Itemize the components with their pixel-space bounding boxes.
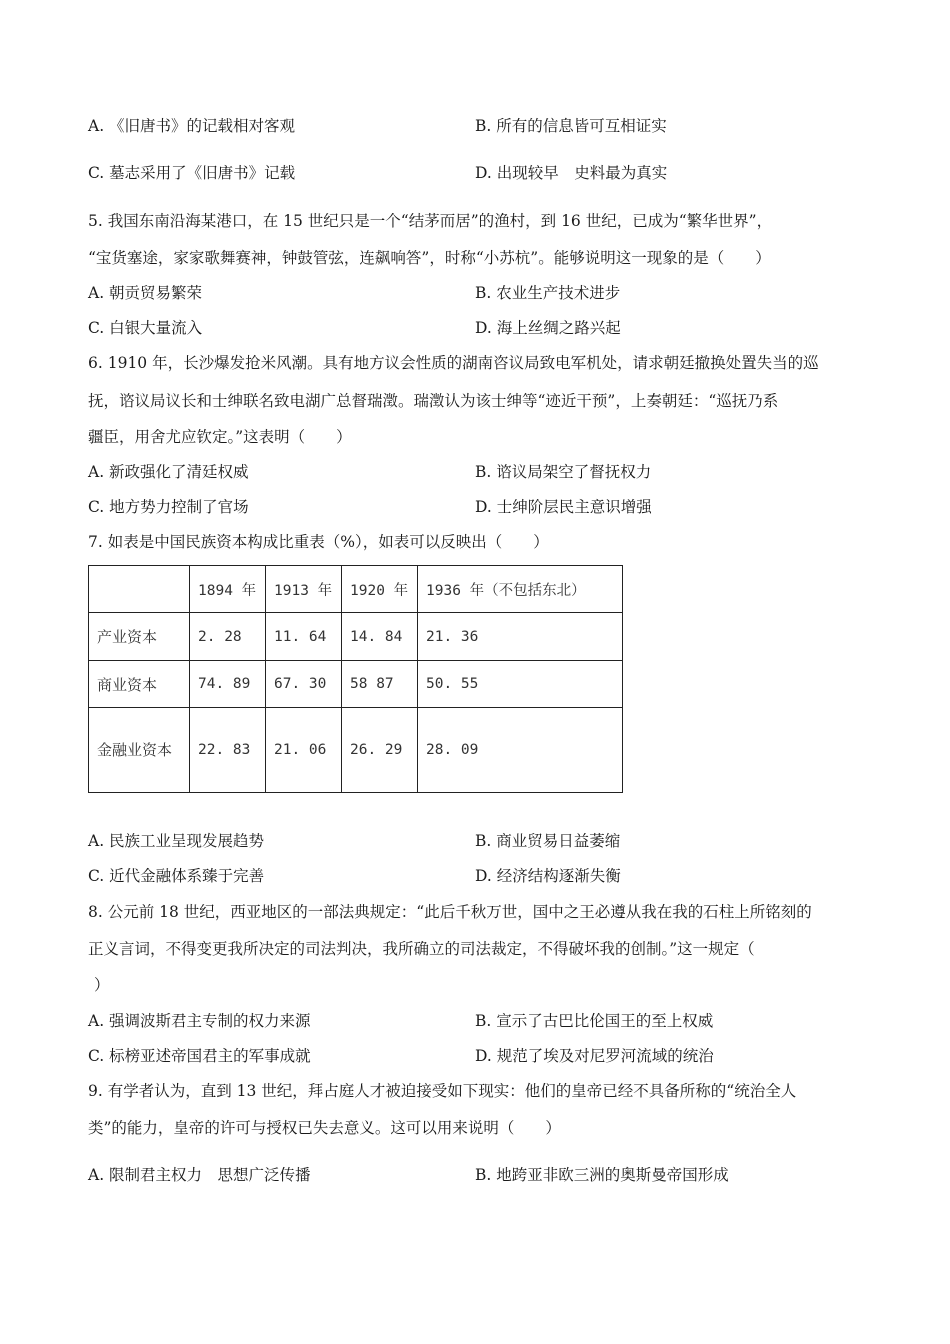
q8-stem-line2: 正义言词，不得变更我所决定的司法判决，我所确立的司法裁定，不得破坏我的创制。”这一规定（	[88, 940, 755, 958]
q6-stem-line3: 疆臣，用舍尤应钦定。”这表明（ ）	[88, 428, 352, 446]
q6-option-a[interactable]: A. 新政强化了清廷权威	[88, 463, 249, 481]
q5-stem-line2: “宝货塞途，家家歌舞赛神，钟鼓管弦，连飙响答”，时称“小苏杭”。能够说明这一现象的是（ ）	[88, 249, 771, 267]
table-row-label: 产业资本	[89, 613, 190, 661]
q5-option-a[interactable]: A. 朝贡贸易繁荣	[88, 284, 203, 302]
q6-option-d[interactable]: D. 士绅阶层民主意识增强	[475, 498, 652, 516]
table-cell: 21. 36	[418, 613, 623, 661]
q4-option-b[interactable]: B. 所有的信息皆可互相证实	[475, 117, 667, 135]
q8-option-c[interactable]: C. 标榜亚述帝国君主的军事成就	[88, 1047, 311, 1065]
q8-option-b[interactable]: B. 宣示了古巴比伦国王的至上权威	[475, 1012, 714, 1030]
capital-structure-table	[88, 565, 623, 793]
q6-stem-line1: 6. 1910 年，长沙爆发抢米风潮。具有地方议会性质的湖南咨议局致电军机处，请求朝廷撤换处置失当的巡	[88, 354, 819, 372]
q7-option-c[interactable]: C. 近代金融体系臻于完善	[88, 867, 265, 885]
table-cell: 14. 84	[342, 613, 418, 661]
q8-option-d[interactable]: D. 规范了埃及对尼罗河流域的统治	[475, 1047, 714, 1065]
table-row	[89, 661, 623, 708]
table-cell: 11. 64	[266, 613, 342, 661]
table-header-row	[89, 566, 623, 613]
q6-option-b[interactable]: B. 谘议局架空了督抚权力	[475, 463, 652, 481]
table-cell: 26. 29	[342, 708, 418, 793]
q7-stem: 7. 如表是中国民族资本构成比重表（%），如表可以反映出（ ）	[88, 533, 549, 551]
table-row	[89, 613, 623, 661]
q7-option-b[interactable]: B. 商业贸易日益萎缩	[475, 832, 621, 850]
table-cell: 50. 55	[418, 661, 623, 708]
q5-option-d[interactable]: D. 海上丝绸之路兴起	[475, 319, 621, 337]
q4-option-c[interactable]: C. 墓志采用了《旧唐书》记载	[88, 164, 296, 182]
table-row-label: 金融业资本	[89, 708, 190, 793]
table-cell: 2. 28	[190, 613, 266, 661]
table-row-label: 商业资本	[89, 661, 190, 708]
table-cell: 58 87	[342, 661, 418, 708]
q5-option-b[interactable]: B. 农业生产技术进步	[475, 284, 621, 302]
q4-option-d[interactable]: D. 出现较早 史料最为真实	[475, 164, 668, 182]
q6-stem-line2: 抚，谘议局议长和士绅联名致电湖广总督瑞澂。瑞澂认为该士绅等“迹近干预”，上奏朝廷：“巡抚乃系	[88, 392, 779, 410]
table-cell: 67. 30	[266, 661, 342, 708]
q7-option-d[interactable]: D. 经济结构逐渐失衡	[475, 867, 621, 885]
q9-option-a[interactable]: A. 限制君主权力 思想广泛传播	[88, 1166, 311, 1184]
q8-stem-line3: ）	[94, 976, 110, 994]
q9-stem-line2: 类”的能力，皇帝的许可与授权已失去意义。这可以用来说明（ ）	[88, 1119, 561, 1137]
q6-option-c[interactable]: C. 地方势力控制了官场	[88, 498, 249, 516]
q5-option-c[interactable]: C. 白银大量流入	[88, 319, 203, 337]
q8-option-a[interactable]: A. 强调波斯君主专制的权力来源	[88, 1012, 311, 1030]
q5-stem-line1: 5. 我国东南沿海某港口，在 15 世纪只是一个“结茅而居”的渔村，到 16 世纪，已成为“繁华世界”，	[88, 212, 773, 230]
q4-option-a[interactable]: A. 《旧唐书》的记载相对客观	[88, 117, 296, 135]
table-row	[89, 708, 623, 793]
table-header-cell: 1936 年（不包括东北）	[418, 566, 623, 613]
table-header-cell: 1894 年	[190, 566, 266, 613]
table-cell: 21. 06	[266, 708, 342, 793]
table-cell: 74. 89	[190, 661, 266, 708]
table-header-cell: 1920 年	[342, 566, 418, 613]
table-cell: 28. 09	[418, 708, 623, 793]
q7-option-a[interactable]: A. 民族工业呈现发展趋势	[88, 832, 265, 850]
table-header-cell	[89, 566, 190, 613]
table-cell: 22. 83	[190, 708, 266, 793]
q9-stem-line1: 9. 有学者认为，直到 13 世纪，拜占庭人才被迫接受如下现实：他们的皇帝已经不具备所称的“统治全人	[88, 1082, 797, 1100]
q9-option-b[interactable]: B. 地跨亚非欧三洲的奥斯曼帝国形成	[475, 1166, 729, 1184]
table-header-cell: 1913 年	[266, 566, 342, 613]
q8-stem-line1: 8. 公元前 18 世纪，西亚地区的一部法典规定：“此后千秋万世，国中之王必遵从我在我的石柱上所铭刻的	[88, 903, 812, 921]
